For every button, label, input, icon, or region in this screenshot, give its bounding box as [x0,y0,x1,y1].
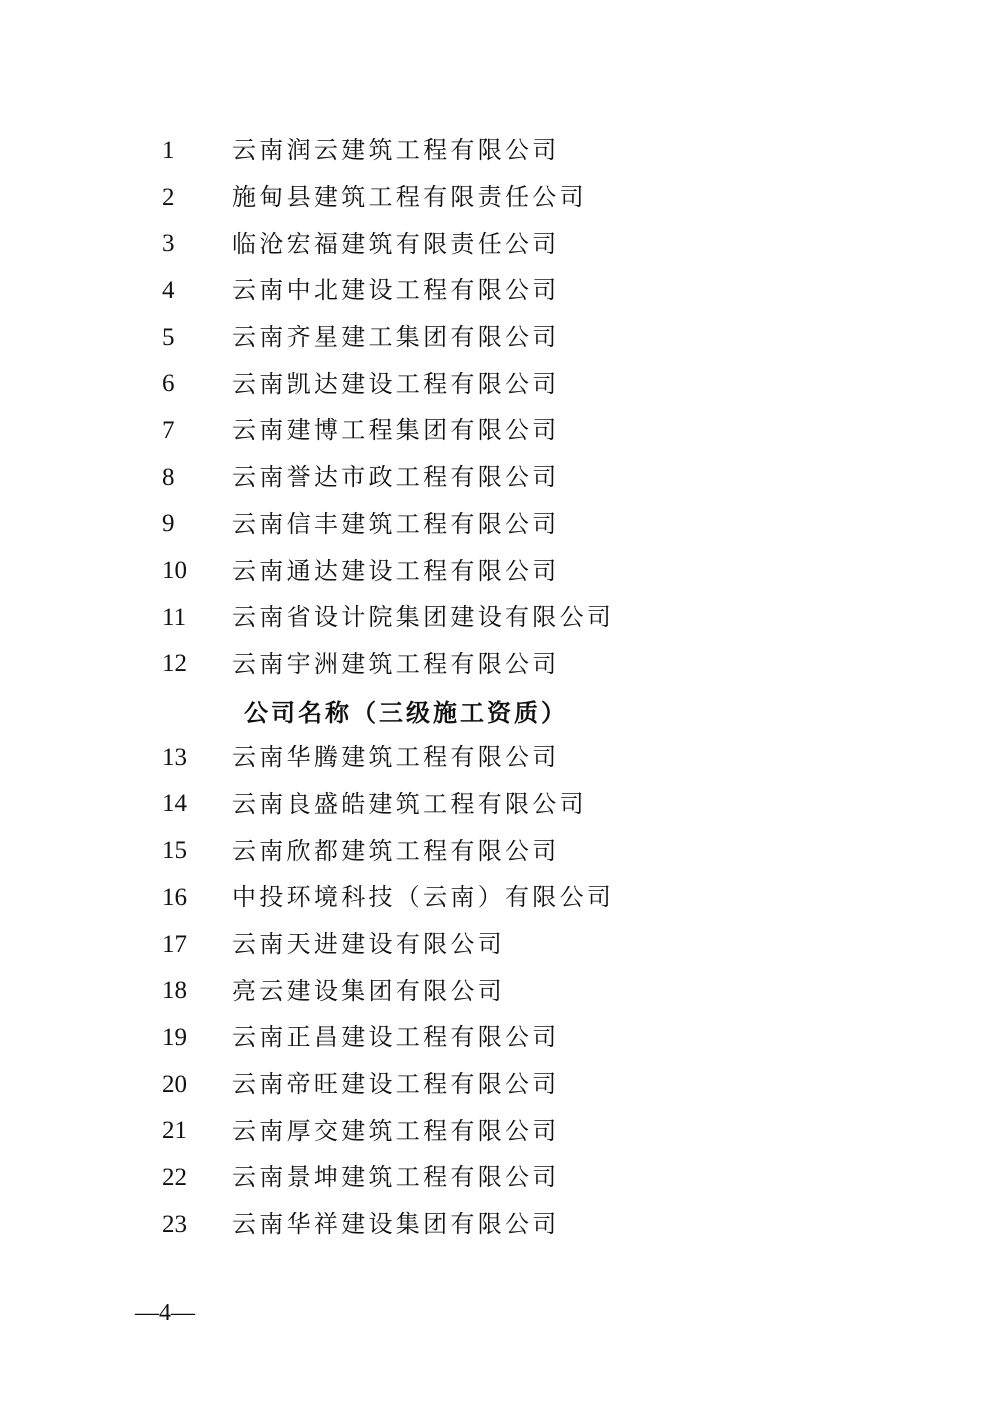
list-item [162,734,862,781]
list-item [162,967,862,1014]
item-number: 23 [162,1210,187,1238]
list-item [162,314,862,361]
company-list [162,127,862,1248]
company-name: 亮云建设集团有限公司 [232,976,505,1005]
company-name: 云南省设计院集团建设有限公司 [232,603,615,632]
list-item [162,220,862,267]
item-number: 18 [162,977,187,1005]
list-item [162,1201,862,1248]
item-number: 17 [162,930,187,958]
company-name: 云南宇洲建筑工程有限公司 [232,649,560,678]
company-name: 云南润云建筑工程有限公司 [232,136,560,165]
company-name: 云南帝旺建设工程有限公司 [232,1070,560,1099]
item-number: 20 [162,1070,187,1098]
company-name: 临沧宏福建筑有限责任公司 [232,229,560,258]
company-name: 云南良盛皓建筑工程有限公司 [232,789,587,818]
list-item [162,267,862,314]
list-item [162,874,862,921]
item-number: 5 [162,323,175,351]
company-name: 云南景坤建筑工程有限公司 [232,1163,560,1192]
list-item [162,127,862,174]
list-item [162,641,862,688]
company-name: 施甸县建筑工程有限责任公司 [232,183,587,212]
item-number: 21 [162,1117,187,1145]
item-number: 22 [162,1163,187,1191]
list-item [162,921,862,968]
company-name: 云南正昌建设工程有限公司 [232,1023,560,1052]
company-name: 云南华祥建设集团有限公司 [232,1210,560,1239]
company-name: 云南中北建设工程有限公司 [232,276,560,305]
item-number: 4 [162,276,175,304]
item-number: 8 [162,463,175,491]
list-item [162,1154,862,1201]
item-number: 7 [162,416,175,444]
item-number: 14 [162,790,187,818]
item-number: 19 [162,1023,187,1051]
list-item [162,360,862,407]
item-number: 15 [162,837,187,865]
company-name: 云南信丰建筑工程有限公司 [232,509,560,538]
company-name: 云南建博工程集团有限公司 [232,416,560,445]
item-number: 10 [162,557,187,585]
item-number: 9 [162,510,175,538]
company-name: 云南凯达建设工程有限公司 [232,369,560,398]
company-name: 云南齐星建工集团有限公司 [232,323,560,352]
page-number: —4— [135,1300,195,1326]
item-number: 1 [162,136,175,164]
list-item [162,454,862,501]
item-number: 11 [162,603,187,631]
item-number: 6 [162,370,175,398]
list-item [162,501,862,548]
list-item [162,781,862,828]
item-number: 2 [162,183,175,211]
list-item [162,174,862,221]
item-number: 13 [162,743,187,771]
company-name: 中投环境科技（云南）有限公司 [232,883,615,912]
company-name: 云南通达建设工程有限公司 [232,556,560,585]
company-name: 云南华腾建筑工程有限公司 [232,743,560,772]
item-number: 12 [162,650,187,678]
item-number: 16 [162,883,187,911]
list-item [162,1014,862,1061]
company-name: 云南欣都建筑工程有限公司 [232,836,560,865]
company-name: 云南天进建设有限公司 [232,930,505,959]
list-item [162,1107,862,1154]
company-name: 云南誉达市政工程有限公司 [232,463,560,492]
list-item [162,827,862,874]
list-item [162,1061,862,1108]
list-item [162,407,862,454]
section-heading: 公司名称（三级施工资质） [244,699,568,728]
list-item [162,594,862,641]
item-number: 3 [162,230,175,258]
list-item [162,547,862,594]
company-name: 云南厚交建筑工程有限公司 [232,1116,560,1145]
